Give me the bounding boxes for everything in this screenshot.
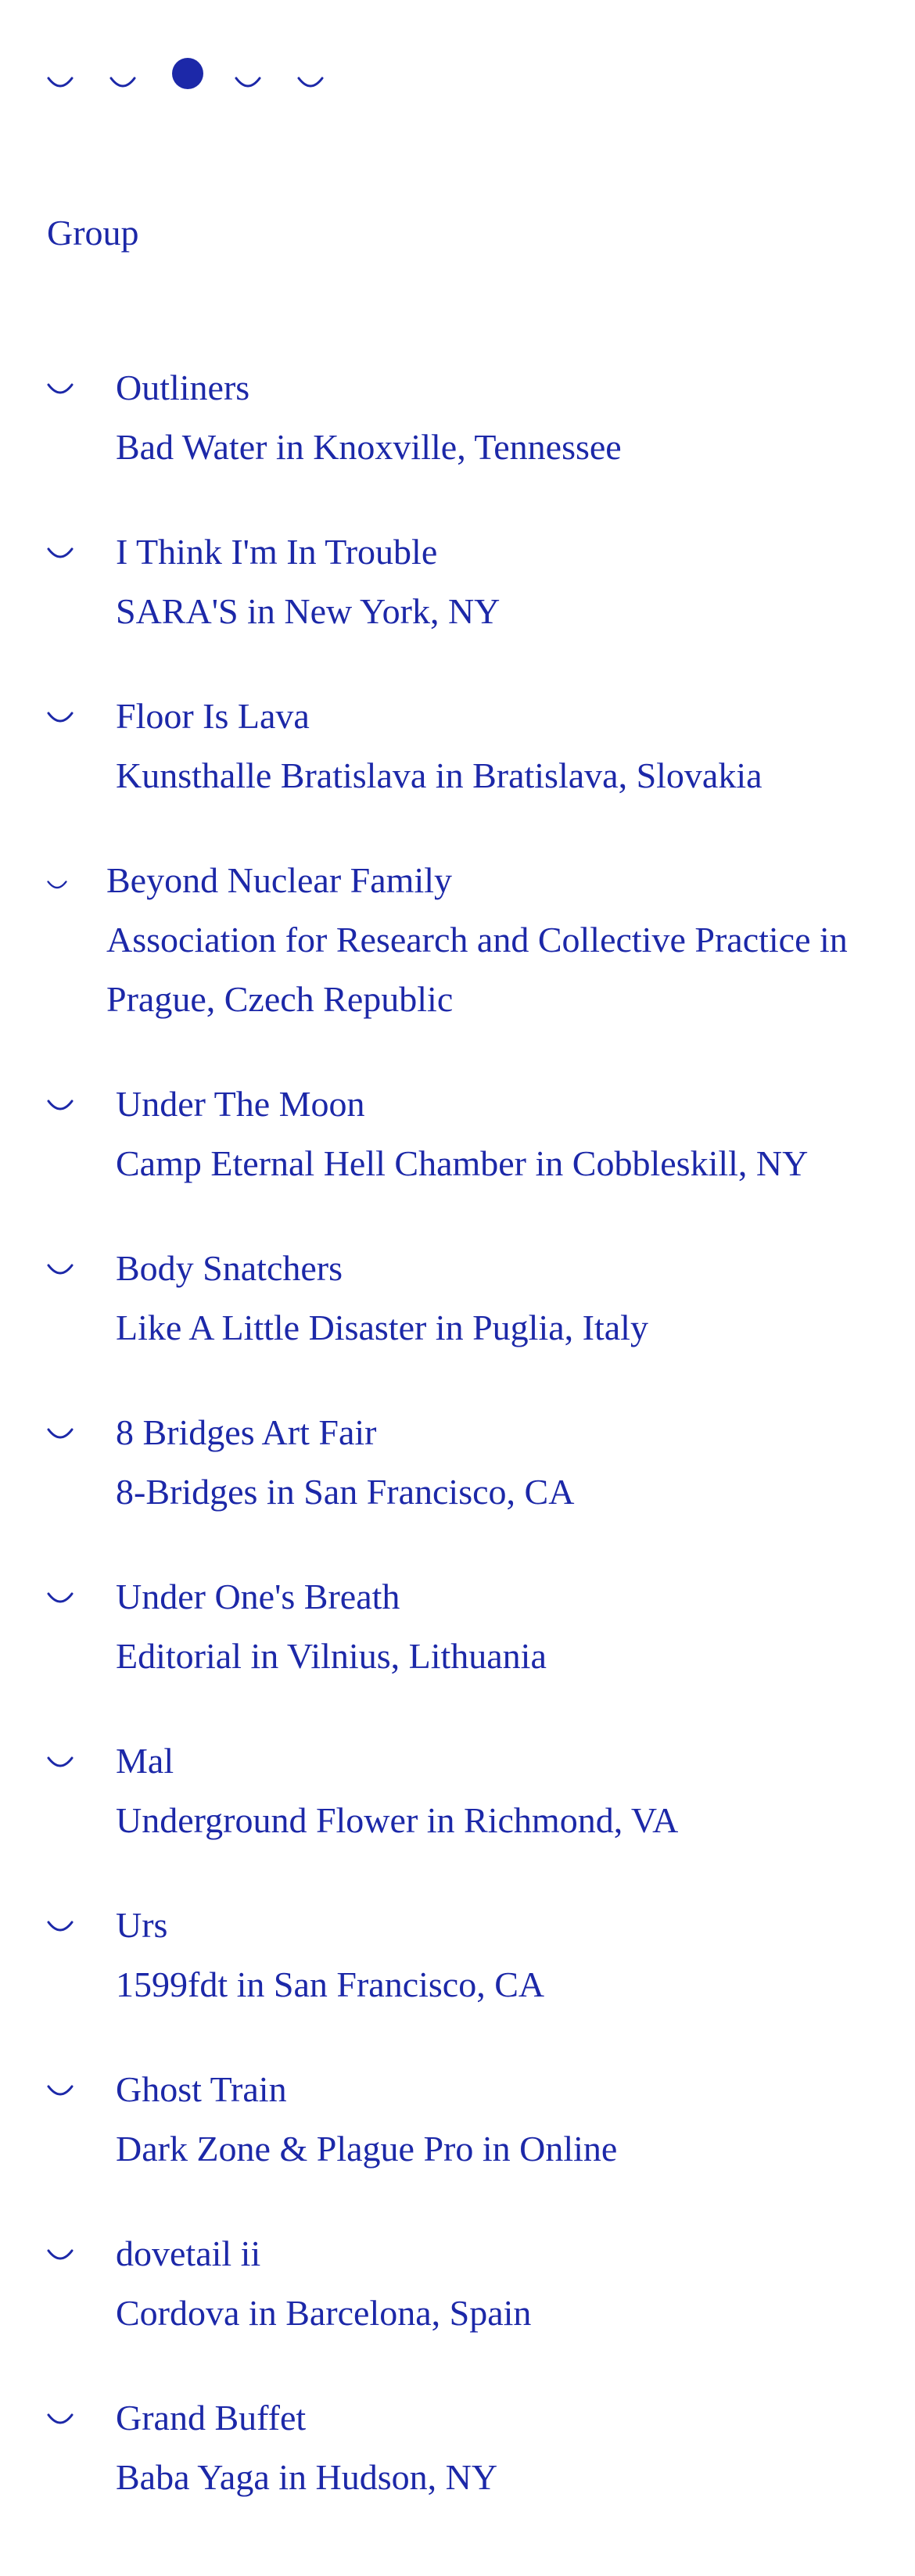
exhibition-venue: Kunsthalle Bratislava in Bratislava, Slovakia xyxy=(116,755,762,795)
moon-bullet-icon xyxy=(47,710,74,726)
exhibition-venue: Cordova in Barcelona, Spain xyxy=(116,2293,532,2333)
exhibition-title: 8 Bridges Art Fair xyxy=(116,1412,377,1452)
moon-bullet-icon xyxy=(47,2412,74,2427)
moon-phase-nav xyxy=(47,52,360,99)
nav-dot-2[interactable] xyxy=(109,52,172,99)
exhibition-title: Under One's Breath xyxy=(116,1577,400,1616)
exhibition-item[interactable] xyxy=(47,851,892,1029)
nav-dot-4[interactable] xyxy=(235,52,297,99)
exhibition-title: dovetail ii xyxy=(116,2233,261,2273)
moon-bullet-icon xyxy=(47,1262,74,1278)
exhibition-venue: Association for Research and Collective Practice in Prague, Czech Republic xyxy=(106,920,848,1019)
moon-bullet-icon xyxy=(47,546,74,561)
exhibition-item[interactable] xyxy=(47,2060,892,2179)
moon-bullet-icon xyxy=(47,1098,74,1114)
moon-bullet-icon xyxy=(47,1755,74,1771)
moon-bullet-icon xyxy=(47,2083,74,2099)
exhibition-title: Floor Is Lava xyxy=(116,696,310,736)
exhibition-title: Under The Moon xyxy=(116,1084,365,1124)
exhibition-title: Body Snatchers xyxy=(116,1248,343,1288)
nav-dot-5[interactable] xyxy=(297,52,360,99)
full-moon-icon xyxy=(172,58,203,89)
moon-icon xyxy=(297,75,324,91)
exhibition-venue: Bad Water in Knoxville, Tennessee xyxy=(116,427,622,467)
exhibition-title: Grand Buffet xyxy=(116,2398,307,2438)
moon-icon xyxy=(109,75,136,91)
exhibition-title: Outliners xyxy=(116,368,250,407)
nav-dot-3-active[interactable] xyxy=(172,52,235,99)
exhibition-title: I Think I'm In Trouble xyxy=(116,532,438,572)
exhibition-title: Mal xyxy=(116,1741,174,1781)
exhibition-venue: 8-Bridges in San Francisco, CA xyxy=(116,1472,575,1512)
exhibition-item[interactable] xyxy=(47,2388,892,2507)
exhibition-item[interactable] xyxy=(47,1239,892,1358)
exhibition-venue: Baba Yaga in Hudson, NY xyxy=(116,2457,498,2497)
exhibition-item[interactable] xyxy=(47,522,892,641)
exhibition-item[interactable] xyxy=(47,1567,892,1686)
exhibition-item[interactable] xyxy=(47,687,892,805)
exhibition-title: Ghost Train xyxy=(116,2069,287,2109)
exhibition-venue: Editorial in Vilnius, Lithuania xyxy=(116,1636,547,1676)
exhibition-item[interactable] xyxy=(47,1403,892,1522)
exhibition-item[interactable] xyxy=(47,1075,892,1193)
moon-bullet-icon xyxy=(47,1426,74,1442)
moon-bullet-icon xyxy=(47,2248,74,2263)
exhibition-venue: Underground Flower in Richmond, VA xyxy=(116,1800,679,1840)
moon-bullet-icon xyxy=(47,877,67,893)
exhibition-list xyxy=(47,358,892,2553)
exhibition-venue: Camp Eternal Hell Chamber in Cobbleskill, NY xyxy=(116,1143,809,1183)
nav-dot-1[interactable] xyxy=(47,52,109,99)
exhibition-item[interactable] xyxy=(47,1731,892,1850)
exhibition-item[interactable] xyxy=(47,1896,892,2015)
moon-bullet-icon xyxy=(47,1919,74,1935)
exhibition-title: Urs xyxy=(116,1905,168,1945)
moon-icon xyxy=(235,75,261,91)
moon-bullet-icon xyxy=(47,382,74,397)
section-label: Group xyxy=(47,213,139,253)
exhibition-venue: Like A Little Disaster in Puglia, Italy xyxy=(116,1308,648,1347)
exhibition-venue: 1599fdt in San Francisco, CA xyxy=(116,1964,545,2004)
exhibition-venue: SARA'S in New York, NY xyxy=(116,591,501,631)
exhibition-item[interactable] xyxy=(47,358,892,477)
exhibition-item[interactable] xyxy=(47,2224,892,2343)
exhibition-title: Beyond Nuclear Family xyxy=(106,860,453,900)
moon-icon xyxy=(47,75,74,91)
exhibition-venue: Dark Zone & Plague Pro in Online xyxy=(116,2129,618,2169)
moon-bullet-icon xyxy=(47,1591,74,1606)
